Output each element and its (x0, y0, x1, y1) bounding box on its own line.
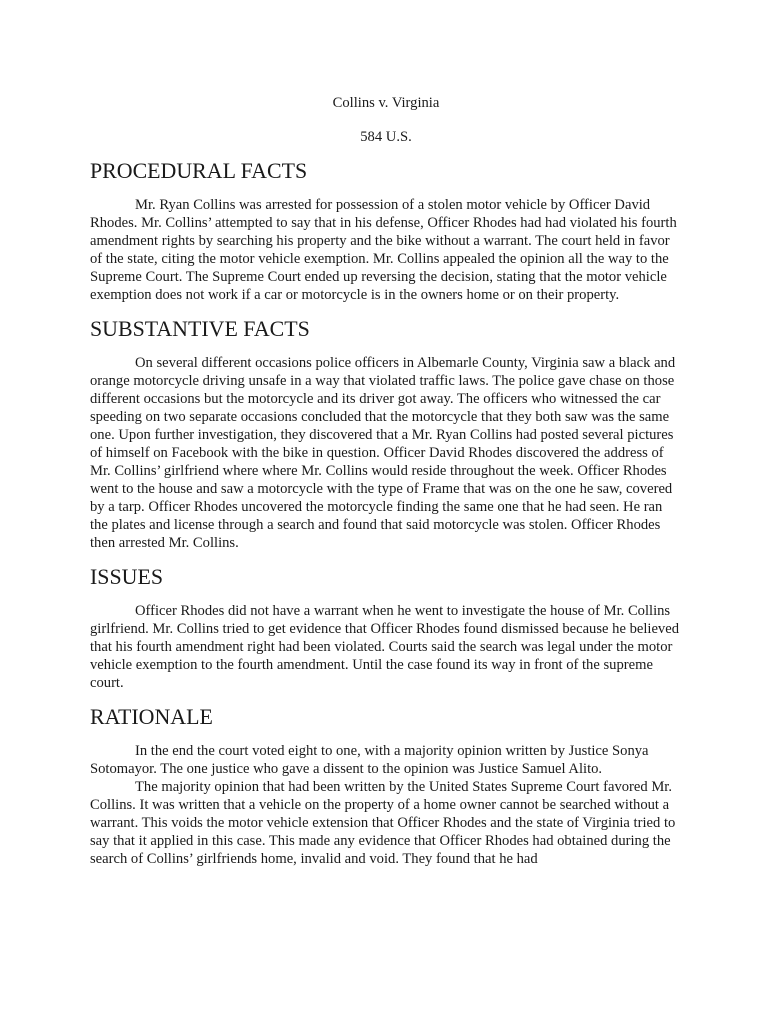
section-paragraph: The majority opinion that had been written by the United States Supreme Court favored Mr. Collins. It was written that a vehicle on the property of a home owner cannot be searched without a warrant. This voids the motor vehicle extension that Officer Rhodes and the state of Virginia tried to say that it applied in this case. This made any evidence that Officer Rhodes had obtained during the search of Collins’ girlfriends home, invalid and void. They found that he had (90, 779, 676, 867)
section-substantive-facts (90, 316, 682, 552)
section-heading: PROCEDURAL FACTS (90, 158, 308, 183)
section-paragraph: Officer Rhodes did not have a warrant when he went to investigate the house of Mr. Collins girlfriend. Mr. Collins tried to get evidence that Officer Rhodes found dismissed because he believed that his fourth amendment right had been violated. Courts said the search was legal under the motor vehicle exemption to the fourth amendment. Until the case found its way in front of the supreme court. (90, 603, 680, 691)
section-issues (90, 564, 682, 692)
section-heading: SUBSTANTIVE FACTS (90, 316, 310, 341)
section-procedural-facts (90, 158, 682, 304)
case-title: Collins v. Virginia (332, 95, 440, 111)
document-body (90, 94, 682, 868)
section-rationale (90, 704, 682, 868)
section-paragraph: On several different occasions police officers in Albemarle County, Virginia saw a black and orange motorcycle driving unsafe in a way that violated traffic laws. The police gave chase on those different occasions but the motorcycle and its driver got away. The officers who witnessed the car speeding on two separate occasions concluded that the motorcycle that they both saw was the same one. Upon further investigation, they discovered that a Mr. Ryan Collins had posted several pictures of himself on Facebook with the bike in question. Officer David Rhodes discovered the address of Mr. Collins’ girlfriend where where Mr. Collins would reside throughout the week. Officer Rhodes went to the house and saw a motorcycle with the type of Frame that was on the one he saw, covered by a tarp. Officer Rhodes uncovered the motorcycle finding the same one that he had seen. He ran the plates and license through a search and found that said motorcycle was stolen. Officer Rhodes then arrested Mr. Collins. (90, 355, 676, 551)
section-paragraph: In the end the court voted eight to one, with a majority opinion written by Justice Sonya Sotomayor. The one justice who gave a dissent to the opinion was Justice Samuel Alito. (90, 743, 649, 777)
section-heading: ISSUES (90, 564, 163, 589)
section-heading: RATIONALE (90, 704, 213, 729)
section-paragraph: Mr. Ryan Collins was arrested for possession of a stolen motor vehicle by Officer David Rhodes. Mr. Collins’ attempted to say that in his defense, Officer Rhodes had had violated his fourth amendment rights by searching his property and the bike without a warrant. The court held in favor of the state, citing the motor vehicle exemption. Mr. Collins appealed the opinion all the way to the Supreme Court. The Supreme Court ended up reversing the decision, stating that the motor vehicle exemption does not work if a car or motorcycle is in the owners home or on their property. (90, 197, 677, 303)
case-citation: 584 U.S. (360, 129, 412, 145)
